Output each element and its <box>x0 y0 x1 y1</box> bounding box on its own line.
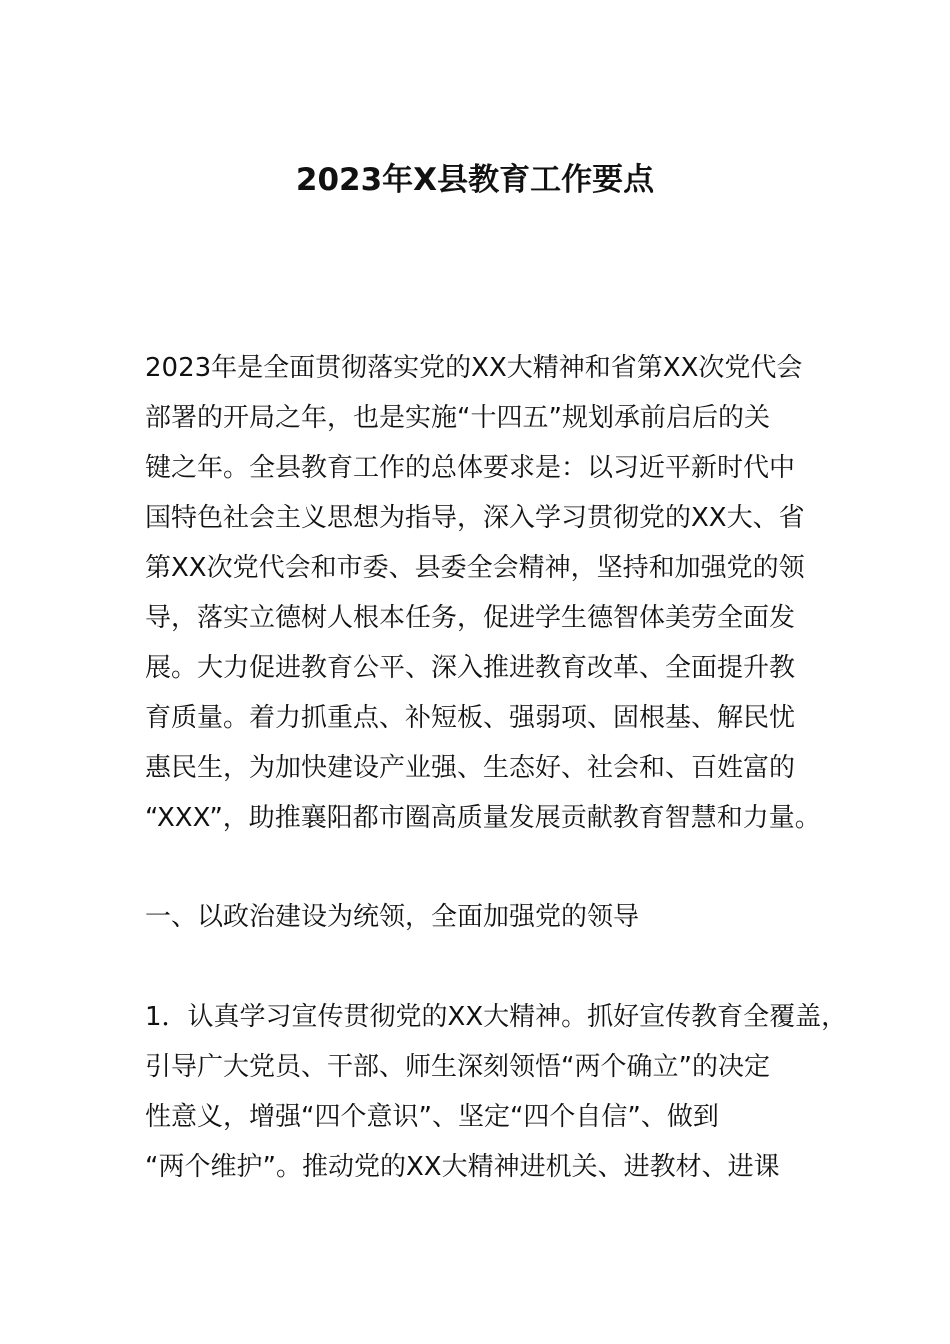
document-title: 2023年X县教育工作要点 <box>295 162 655 198</box>
text-line: 育质量。着力抓重点、补短板、强弱项、固根基、解民忧 <box>145 703 796 733</box>
text-line: 2023年是全面贯彻落实党的XX大精神和省第XX次党代会 <box>145 353 803 383</box>
text-line: 引导广大党员、干部、师生深刻领悟“两个确立”的决定 <box>145 1052 770 1082</box>
item-paragraph <box>145 992 848 1192</box>
text-line: 国特色社会主义思想为指导，深入学习贯彻党的XX大、省 <box>145 503 805 533</box>
section-heading-text: 一、以政治建设为统领，全面加强党的领导 <box>145 902 640 932</box>
intro-paragraph <box>145 343 830 843</box>
text-line: 性意义，增强“四个意识”、坚定“四个自信”、做到 <box>145 1102 719 1132</box>
text-line: 1．认真学习宣传贯彻党的XX大精神。抓好宣传教育全覆盖， <box>145 1002 848 1032</box>
text-line: 导，落实立德树人根本任务，促进学生德智体美劳全面发 <box>145 603 796 633</box>
text-line: “XXX”，助推襄阳都市圈高质量发展贡献教育智慧和力量。 <box>145 803 821 833</box>
text-line: 第XX次党代会和市委、县委全会精神，坚持和加强党的领 <box>145 553 805 583</box>
text-line: 惠民生，为加快建设产业强、生态好、社会和、百姓富的 <box>145 753 796 783</box>
text-line: 展。大力促进教育公平、深入推进教育改革、全面提升教 <box>145 653 796 683</box>
text-line: “两个维护”。推动党的XX大精神进机关、进教材、进课 <box>145 1152 780 1182</box>
text-line: 部署的开局之年，也是实施“十四五”规划承前启后的关 <box>145 403 770 433</box>
text-line: 键之年。全县教育工作的总体要求是：以习近平新时代中 <box>145 453 796 483</box>
section-heading <box>145 892 830 942</box>
